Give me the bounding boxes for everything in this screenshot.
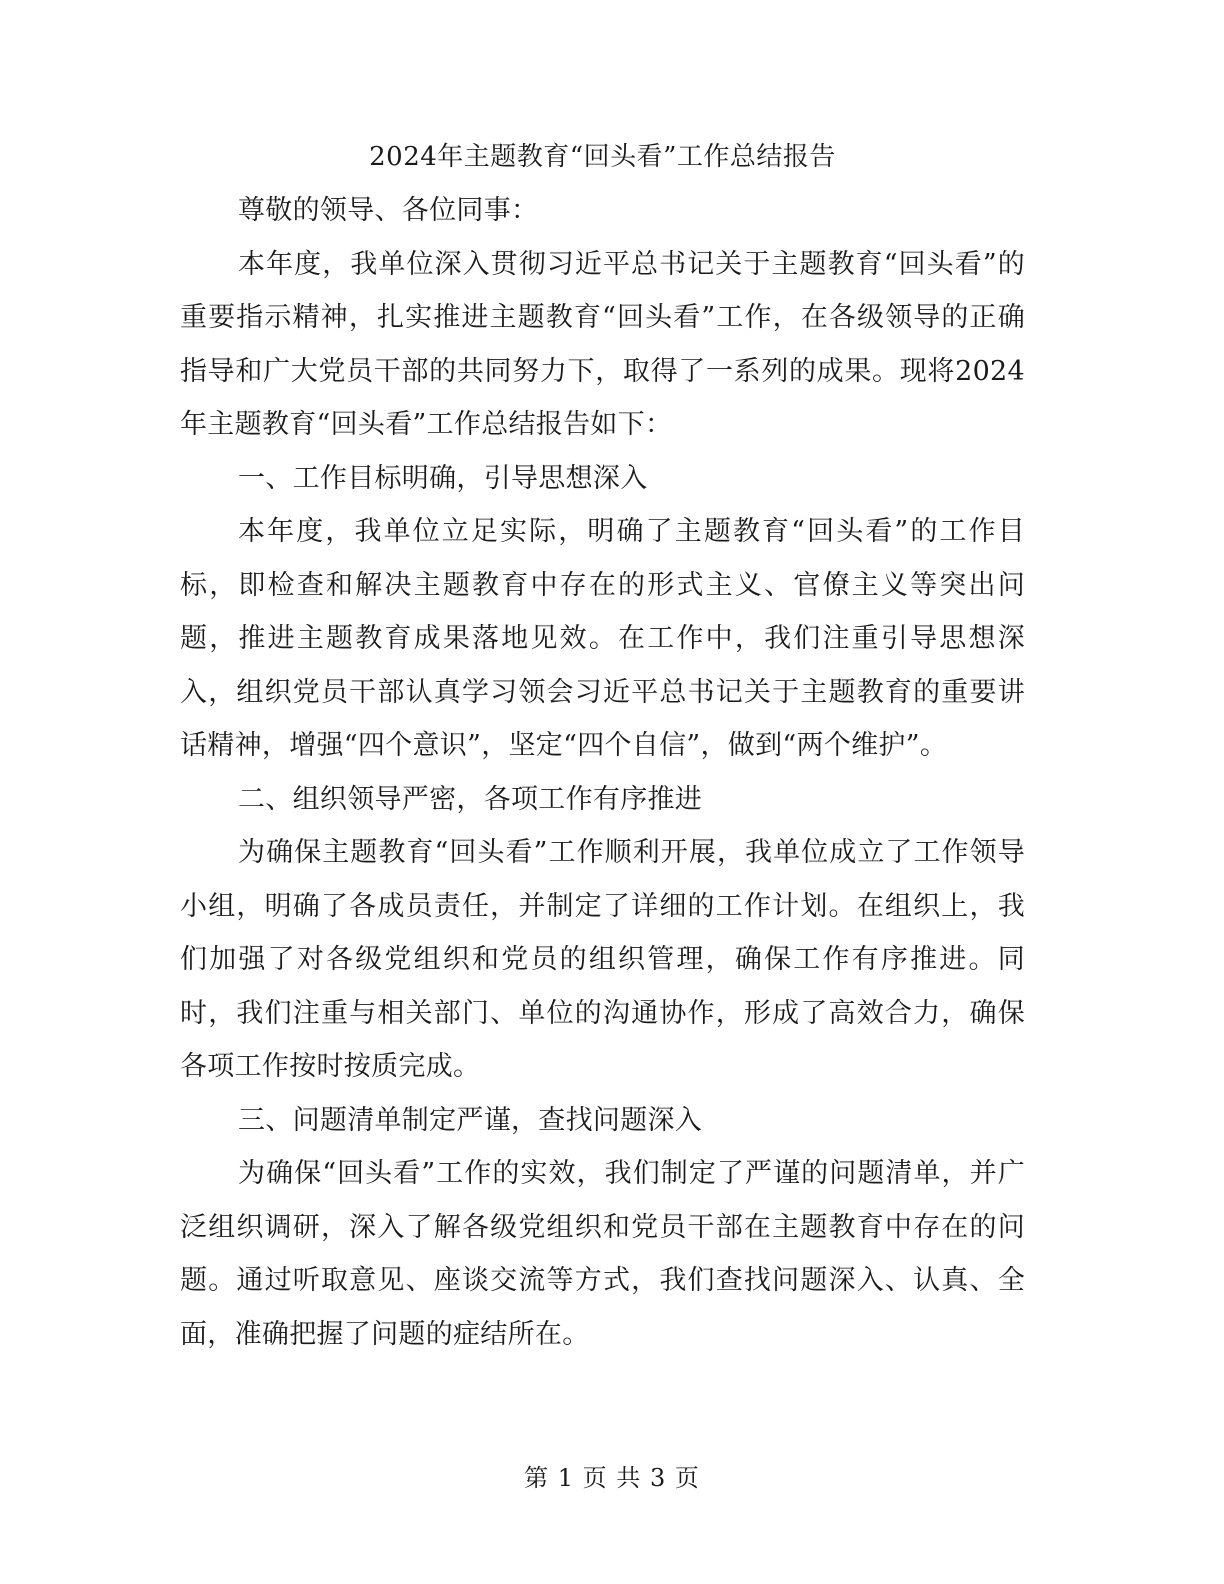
section-paragraph-3: 为确保“回头看”工作的实效，我们制定了严谨的问题清单，并广泛组织调研，深入了解各级党组织和党员干部在主题教育中存在的问题。通过听取意见、座谈交流等方式，我们查找问题深入、认真、全面，准确把握了问题的症结所在。 [180,1158,1025,1350]
intro-paragraph: 本年度，我单位深入贯彻习近平总书记关于主题教育“回头看”的重要指示精神，扎实推进主题教育“回头看”工作，在各级领导的正确指导和广大党员干部的共同努力下，取得了一系列的成果。现将2024年主题教育“回头看”工作总结报告如下： [180,248,1025,440]
section-paragraph-2: 为确保主题教育“回头看”工作顺利开展，我单位成立了工作领导小组，明确了各成员责任，并制定了详细的工作计划。在组织上，我们加强了对各级党组织和党员的组织管理，确保工作有序推进。同时，我们注重与相关部门、单位的沟通协作，形成了高效合力，确保各项工作按时按质完成。 [180,837,1025,1082]
section-heading-2: 二、组织领导严密，各项工作有序推进 [238,783,703,815]
document-body [180,130,1025,1361]
section-paragraph-1: 本年度，我单位立足实际，明确了主题教育“回头看”的工作目标，即检查和解决主题教育中存在的形式主义、官僚主义等突出问题，推进主题教育成果落地见效。在工作中，我们注重引导思想深入，组织党员干部认真学习领会习近平总书记关于主题教育的重要讲话精神，增强“四个意识”，坚定“四个自信”，做到“两个维护”。 [180,516,1025,761]
document-title: 2024年主题教育“回头看”工作总结报告 [369,142,836,172]
salutation: 尊敬的领导、各位同事： [238,195,539,226]
section-heading-3: 三、问题清单制定严谨，查找问题深入 [238,1104,703,1136]
page-number: 第 1 页 共 3 页 [524,1464,700,1492]
section-heading-1: 一、工作目标明确，引导思想深入 [238,462,648,494]
